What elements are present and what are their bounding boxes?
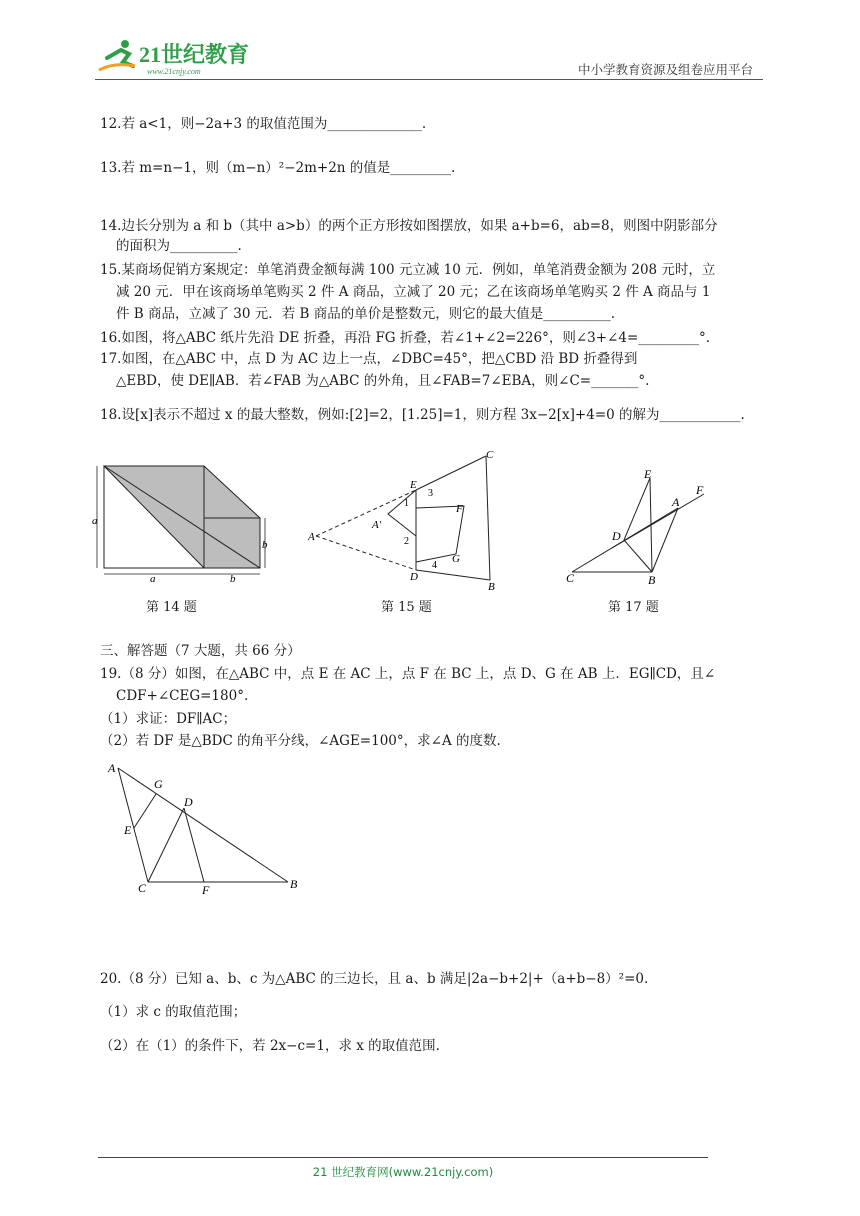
question-17-line-1: 17.如图，在△ABC 中，点 D 为 AC 边上一点，∠DBC=45°，把△CBD 沿 BD 折叠得到 <box>100 351 638 367</box>
fig14-label-b-bottom: b <box>230 573 236 584</box>
question-19-part-2: （2）若 DF 是△BDC 的角平分线，∠AGE=100°，求∠A 的度数. <box>100 733 501 749</box>
question-20: 20.（8 分）已知 a、b、c 为△ABC 的三边长，且 a、b 满足|2a−b+2|+（a+b−8）²=0. <box>100 971 649 987</box>
question-20-part-2: （2）在（1）的条件下，若 2x−c=1，求 x 的取值范围. <box>100 1038 440 1054</box>
fig15-label-C: C <box>486 449 494 461</box>
fig17-label-F: F <box>696 483 704 497</box>
figure-19 <box>104 758 304 898</box>
question-13: 13.若 m=n−1，则（m−n）²−2m+2n 的值是_________. <box>100 160 456 176</box>
fig15-angle-4: 4 <box>432 560 437 571</box>
figure-17 <box>562 462 712 586</box>
footer-divider <box>98 1157 708 1158</box>
fig15-angle-1: 1 <box>404 498 409 509</box>
fig19-label-G: G <box>154 777 163 791</box>
figure-14 <box>92 462 272 584</box>
fig15-label-D: D <box>410 571 418 583</box>
fig15-label-A-prime: A′ <box>372 519 382 531</box>
fig14-label-b-right: b <box>262 539 268 551</box>
site-logo <box>95 36 265 78</box>
fig15-label-A: A <box>308 531 315 543</box>
question-20-part-1: （1）求 c 的取值范围； <box>100 1004 247 1020</box>
fig19-label-F: F <box>202 883 210 897</box>
question-12: 12.若 a<1，则−2a+3 的取值范围为______________. <box>100 116 427 132</box>
fig15-label-G: G <box>452 553 460 565</box>
fig17-label-A: A <box>672 495 680 509</box>
question-14-line-1: 14.边长分别为 a 和 b（其中 a>b）的两个正方形按如图摆放，如果 a+b=6，ab=8，则图中阴影部分 <box>100 218 718 234</box>
question-15-line-3: 件 B 商品，立减了 30 元．若 B 商品的单价是整数元，则它的最大值是__________. <box>116 306 616 322</box>
fig15-angle-2: 2 <box>404 536 409 547</box>
fig19-label-A: A <box>108 761 116 775</box>
fig19-label-B: B <box>290 877 298 891</box>
logo-text: 21世纪教育 <box>139 42 250 67</box>
fig15-label-E: E <box>410 479 417 491</box>
fig15-label-B: B <box>488 581 495 592</box>
figure-14-caption: 第 14 题 <box>146 600 197 615</box>
question-17-line-2: △EBD，使 DE∥AB．若∠FAB 为△ABC 的外角，且∠FAB=7∠EBA，则∠C=_______°. <box>116 373 650 389</box>
fig17-label-E: E <box>644 467 652 481</box>
question-19-line-1: 19.（8 分）如图，在△ABC 中，点 E 在 AC 上，点 F 在 BC 上，点 D、G 在 AB 上．EG∥CD，且∠ <box>100 666 716 682</box>
question-19-part-1: （1）求证：DF∥AC； <box>100 711 237 727</box>
fig19-label-C: C <box>138 881 147 895</box>
question-15-line-2: 减 20 元．甲在该商场单笔购买 2 件 A 商品，立减了 20 元；乙在该商场单笔购买 2 件 A 商品与 1 <box>116 284 711 300</box>
fig19-label-E: E <box>124 823 132 837</box>
section-3-title: 三、解答题（7 大题，共 66 分） <box>100 643 301 659</box>
question-19-line-2: CDF+∠CEG=180°. <box>116 688 249 704</box>
fig14-label-a-bottom: a <box>150 573 156 584</box>
fig17-label-C: C <box>566 571 575 585</box>
figure-17-caption: 第 17 题 <box>608 600 659 615</box>
header-platform-name: 中小学教育资源及组卷应用平台 <box>577 62 753 77</box>
question-16: 16.如图，将△ABC 纸片先沿 DE 折叠，再沿 FG 折叠，若∠1+∠2=226°，则∠3+∠4=_________°. <box>100 330 711 346</box>
header-divider <box>95 79 763 80</box>
fig15-angle-3: 3 <box>428 488 433 499</box>
question-15-line-1: 15.某商场促销方案规定：单笔消费金额每满 100 元立减 10 元．例如，单笔消费金额为 208 元时，立 <box>100 262 716 278</box>
fig14-label-a-left: a <box>92 515 98 527</box>
fig17-label-B: B <box>648 573 656 586</box>
figure-15-caption: 第 15 题 <box>381 600 432 615</box>
fig19-label-D: D <box>184 795 193 809</box>
question-14-line-2: 的面积为__________. <box>116 238 242 254</box>
fig15-label-F: F <box>456 503 463 515</box>
figure-15 <box>306 444 506 592</box>
logo-url: www.21cnjy.com <box>147 67 201 76</box>
question-18: 18.设[x]表示不超过 x 的最大整数，例如:[2]=2，[1.25]=1，则方程 3x−2[x]+4=0 的解为____________. <box>100 407 745 423</box>
footer-text[interactable]: 21 世纪教育网(www.21cnjy.com) <box>312 1165 494 1179</box>
runner-logo-icon <box>99 40 135 70</box>
fig17-label-D: D <box>612 529 621 543</box>
